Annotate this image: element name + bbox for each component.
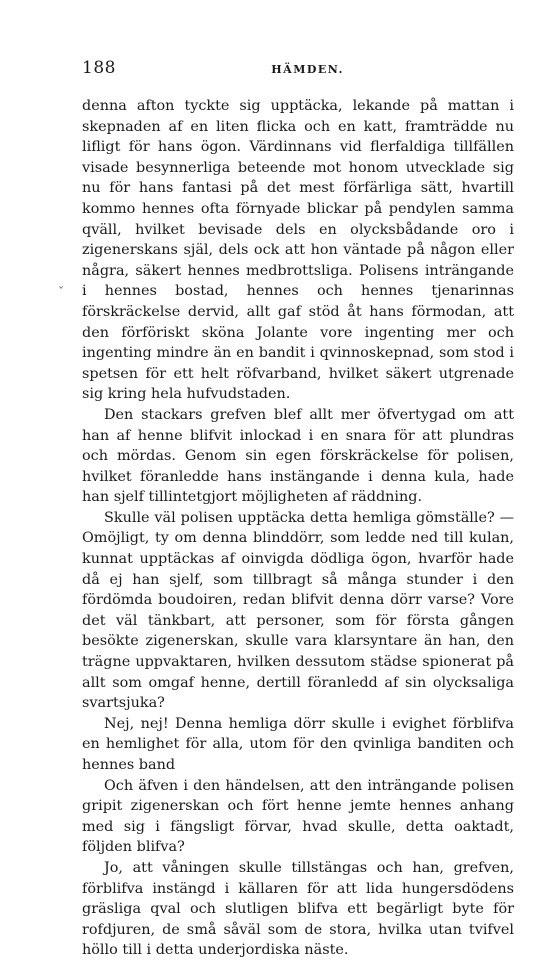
running-head: HÄMDEN. xyxy=(271,63,344,76)
paragraph: Och äfven i den händelsen, att den inträngande polisen gripit zigenerskan och fört henne jemte hennes anhang med sig i fängsligt förvar, hvad skulle, detta oaktadt, följden blifva? xyxy=(82,777,514,856)
page-number: 188 xyxy=(82,58,116,78)
margin-mark: ˇ xyxy=(58,285,64,299)
paragraph: Skulle väl polisen upptäcka detta hemliga gömställe? — Omöjligt, ty om denna blinddörr, som ledde ned till kulan, kunnat upptäckas af oinvigda dödliga ögon, hvarför hade då ej han sjelf, som tillbragt så många stunder i den fördömda boudoiren, redan blifvit denna dörr varse? Vore det väl tänkbart, att personer, som för första gången besökte zigenerskan, skulle vara klarsyntare än han, den trägne uppvaktaren, hvilken dessutom städse spionerat på allt som omgaf henne, dertill föranledd af sin olycksaliga svartsjuka? xyxy=(82,509,514,712)
page-header xyxy=(82,58,514,84)
body-text xyxy=(82,96,514,961)
book-page xyxy=(82,58,514,961)
paragraph: denna afton tyckte sig upptäcka, lekande på mattan i skepnaden af en liten flicka och en katt, framträdde nu lifligt för hans ögon. Värdinnans vid flerfaldiga tillfällen visade besynnerliga beteende mot honom utvecklade sig nu för hans fantasi på det mest förfärliga sätt, hvartill kommo hennes ofta förnyade blickar på pendylen samma qväll, hvilket bevisade dels en olycksbådande oro i zigenerskans själ, dels ock att hon väntade på någon eller några, säkert hennes medbrottsliga. Polisens inträngande i hennes bostad, hennes och hennes tjenarinnas förskräckelse dervid, allt gaf stöd åt hans förmodan, att den förföriskt sköna Jolante vore ingenting mer och ingenting mindre än en bandit i qvinnoskepnad, som stod i spetsen för ett helt röfvarband, hvilket säkert utgrenade sig kring hela hufvudstaden. xyxy=(82,98,514,403)
paragraph: Den stackars grefven blef allt mer öfvertygad om att han af henne blifvit inlockad i en snara för att plundras och mördas. Genom sin egen förskräckelse för polisen, hvilket föranledde hans instängande i denna kula, hade han sjelf tillintetgjort möjligheten af räddning. xyxy=(82,406,514,506)
paragraph: Jo, att våningen skulle tillstängas och han, grefven, förblifva instängd i källaren för att lida hungersdödens gräsliga qval och slutligen blifva ett begärligt byte för rofdjuren, de små såväl som de stora, hvilka utan tvifvel höllo till i detta underjordiska näste. xyxy=(82,859,514,959)
paragraph: Nej, nej! Denna hemliga dörr skulle i evighet förblifva en hemlighet för alla, utom för den qvinliga banditen och hennes band xyxy=(82,715,514,773)
